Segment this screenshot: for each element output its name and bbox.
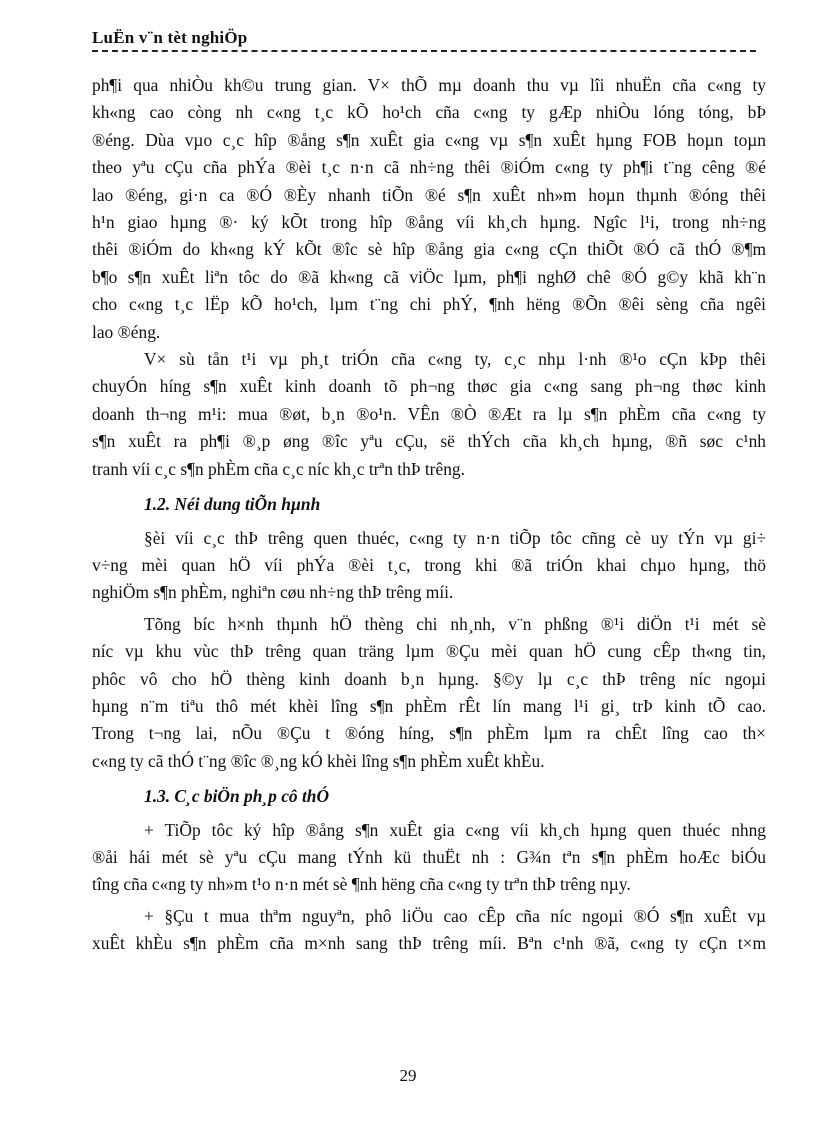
body-text [92, 72, 766, 958]
text-line: lao ®éng, gi·n ca ®Ó ®Èy nhanh tiÕn ®é s¶n xuÊt nh»m hoµn thµnh ®óng thêi [92, 184, 766, 205]
text-line: §èi víi c¸c thÞ trêng quen thuéc, c«ng ty n·n tiÕp tôc cñng cè uy tÝn vµ gi÷ [144, 527, 766, 548]
text-line: cho c«ng t¸c lËp kÕ ho¹ch, lµm t¨ng chi phÝ, ¶nh hëng ®Õn ®êi sèng cña ngêi [92, 294, 766, 315]
header-dashed-rule [92, 50, 756, 52]
paragraph [92, 817, 766, 899]
text-line: b¶o s¶n xuÊt liªn tôc do ®ã kh«ng cã viÖc lµm, ph¶i nghØ chê ®Ó g©y khã kh¨n [92, 266, 766, 287]
text-line: ph¶i qua nhiÒu kh©u trung gian. V× thÕ mµ doanh thu vµ lîi nhuËn cña c«ng ty [92, 75, 766, 95]
text-line: Tõng bíc h×nh thµnh hÖ thèng chi nh¸nh, v¨n phßng ®¹i diÖn t¹i mét sè [144, 613, 766, 634]
paragraph [92, 346, 766, 483]
text-line: Trong t¬ng lai, nÕu ®Çu t ®óng híng, s¶n phÈm lµm ra chÊt lîng cao th× [92, 723, 766, 744]
text-line: chuyÓn híng s¶n xuÊt kinh doanh tõ ph¬ng thøc gia c«ng sang ph¬ng thøc kinh [92, 376, 766, 397]
text-line: hµng n¨m tiªu thô mét khèi lîng s¶n phÈm rÊt lín mang l¹i gi¸ trÞ kinh tÕ cao. [92, 695, 766, 716]
text-line: v÷ng mèi quan hÖ víi phÝa ®èi t¸c, trong khi ®ã triÓn khai chµo hµng, thö [92, 554, 766, 575]
text-line: thêi ®iÓm do kh«ng kÝ kÕt ®îc sè hîp ®ång gia c«ng cÇn thiÕt ®Ó cã thÓ ®¶m [92, 239, 766, 260]
text-line: doanh th¬ng m¹i: mua ®øt, b¸n ®o¹n. VÊn ®Ò ®Æt ra lµ s¶n phÈm cña c«ng ty [92, 403, 766, 424]
paragraph [92, 525, 766, 607]
text-line: ®éng. Dùa vµo c¸c hîp ®ång s¶n xuÊt gia c«ng vµ s¶n xuÊt hµng FOB hoµn toµn [92, 129, 766, 150]
text-line: c«ng ty cã thÓ t¨ng ®îc ®¸ng kÓ khèi lîng s¶n phÈm xuÊt khÈu. [92, 750, 545, 771]
text-line: xuÊt khÈu s¶n phÈm cña m×nh sang thÞ trêng míi. Bªn c¹nh ®ã, c«ng ty cÇn t×m [92, 933, 766, 954]
section-heading: 1.2. Néi dung tiÕn hµnh [144, 494, 321, 515]
text-line: nghiÖm s¶n phÈm, nghiªn cøu nh÷ng thÞ trêng míi. [92, 582, 454, 603]
text-line: ®åi hái mét sè yªu cÇu mang tÝnh kü thuËt nh : G¾n tªn s¶n phÈm hoÆc biÓu [92, 846, 766, 867]
text-line: tîng cña c«ng ty nh»m t¹o n·n mét sè ¶nh hëng cña c«ng ty trªn thÞ trêng nµy. [92, 874, 631, 895]
page-number: 29 [399, 1066, 417, 1085]
text-line: tranh víi c¸c s¶n phÈm cña c¸c níc kh¸c trªn thÞ trêng. [92, 458, 465, 479]
text-line: s¶n xuÊt ra ph¶i ®¸p øng ®îc yªu cÇu, së thÝch cña kh¸ch hµng, ®ñ søc c¹nh [92, 431, 766, 452]
paragraph [92, 72, 766, 346]
text-line: lao ®éng. [92, 321, 161, 342]
paragraph [92, 611, 766, 775]
paragraph [92, 903, 766, 958]
text-line: theo yªu cÇu cña phÝa ®èi t¸c n·n cã nh÷ng thêi ®iÓm c«ng ty ph¶i t¨ng cêng ®é [92, 157, 766, 178]
text-line: phôc vô cho hÖ thèng kinh doanh b¸n hµng. §©y lµ c¸c thÞ trêng níc ngoµi [92, 668, 766, 689]
text-line: kh«ng cao còng nh c«ng t¸c kÕ ho¹ch cña c«ng ty gÆp nhiÒu lóng tóng, bÞ [92, 102, 766, 123]
text-line: níc vµ khu vùc thÞ trêng quan träng lµm ®Çu mèi quan hÖ cung cÊp th«ng tin, [92, 641, 766, 662]
text-line: h¹n giao hµng ®· ký kÕt trong hîp ®ång víi kh¸ch hµng. Ngîc l¹i, trong nh÷ng [92, 212, 766, 233]
section-heading: 1.3. C¸c biÖn ph¸p cô thÓ [144, 786, 330, 807]
text-line: + TiÕp tôc ký hîp ®ång s¶n xuÊt gia c«ng víi kh¸ch hµng quen thuéc nhng [144, 819, 766, 840]
text-line: V× sù tån t¹i vµ ph¸t triÓn cña c«ng ty, c¸c nhµ l·nh ®¹o cÇn kÞp thêi [144, 349, 766, 370]
running-header: LuËn v¨n tèt nghiÖp [92, 28, 248, 47]
text-line: + §Çu t mua thªm nguyªn, phô liÖu cao cÊp cña níc ngoµi ®Ó s¶n xuÊt vµ [144, 905, 766, 926]
